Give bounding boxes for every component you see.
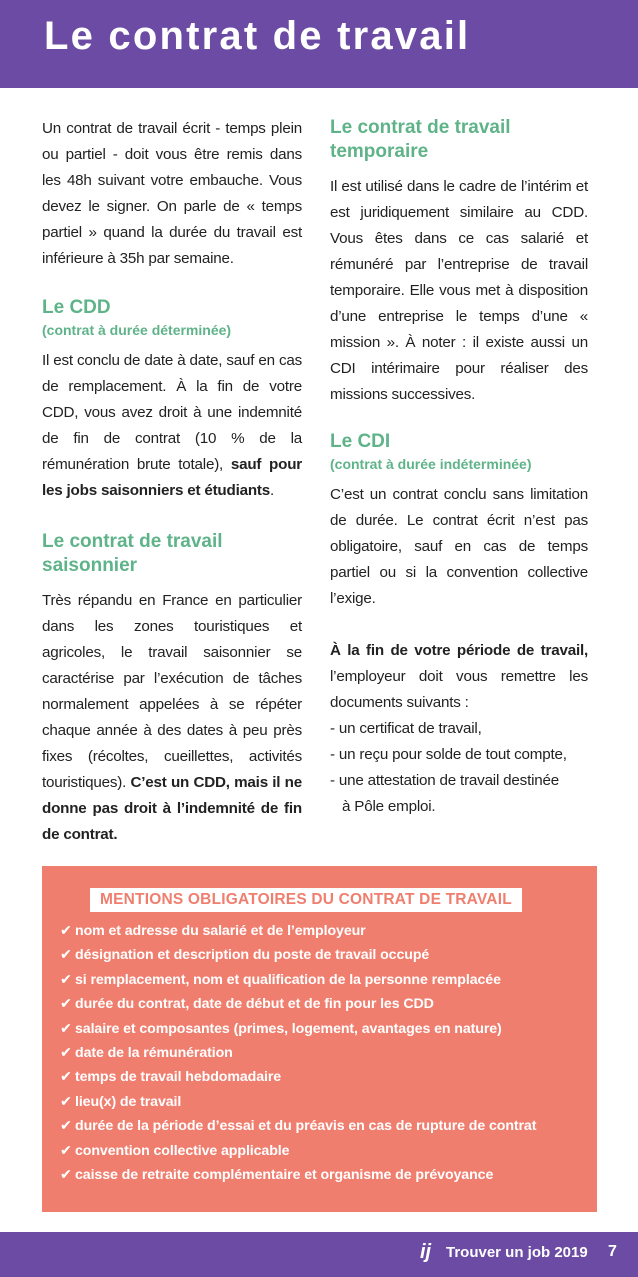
end-of-work-paragraph bbox=[330, 638, 588, 716]
check-icon: ✔ bbox=[60, 923, 72, 939]
cdi-paragraph: C’est un contrat conclu sans limitation de durée. Le contrat écrit n’est pas obligatoire, sauf en cas de temps partiel ou si la convention collective l’exige. bbox=[330, 486, 588, 607]
seasonal-heading: Le contrat de travail saisonnier bbox=[42, 531, 223, 576]
list-item: à Pôle emploi. bbox=[342, 798, 436, 815]
mention-text: nom et adresse du salarié et de l’employeur bbox=[75, 923, 366, 939]
check-icon: ✔ bbox=[60, 996, 72, 1013]
cdd-subheading: (contrat à durée déterminée) bbox=[42, 322, 232, 338]
cdd-end: . bbox=[270, 482, 275, 499]
cdd-paragraph bbox=[42, 348, 302, 504]
seasonal-bold-text: C’est un CDD, mais il ne donne pas droit à l’indemnité de fin de contrat. bbox=[42, 774, 302, 843]
check-icon: ✔ bbox=[60, 1020, 72, 1037]
seasonal-paragraph bbox=[42, 588, 302, 848]
list-item bbox=[60, 1017, 536, 1041]
right-column bbox=[330, 116, 588, 820]
cdd-heading: Le CDD bbox=[42, 297, 111, 318]
mention-text: convention collective applicable bbox=[75, 1142, 290, 1159]
cdd-text: Il est conclu de date à date, sauf en cas de remplacement. À la fin de votre CDD, vous avez droit à une indemnité de fin de contrat (10 % de la rémunération brute totale), bbox=[42, 352, 302, 473]
mention-text: salaire et composantes (primes, logement, avantages en nature) bbox=[75, 1020, 502, 1037]
check-icon: ✔ bbox=[60, 1093, 72, 1110]
page-title: Le contrat de travail bbox=[44, 14, 471, 58]
seasonal-text: Très répandu en France en particulier dans les zones touristiques et agricoles, le travail saisonnier se caractérise par l’exécution de tâches normalement appelées à se répéter chaque année à des dates à peu près fixes (récoltes, cueillettes, activités touristiques). bbox=[42, 592, 302, 791]
mention-text: lieu(x) de travail bbox=[75, 1093, 182, 1110]
mention-text: date de la rémunération bbox=[75, 1045, 233, 1062]
list-item: - une attestation de travail destinée bbox=[330, 772, 560, 789]
mention-text: durée du contrat, date de début et de fin pour les CDD bbox=[75, 996, 434, 1013]
list-item bbox=[60, 943, 536, 967]
list-item: - un certificat de travail, bbox=[330, 720, 482, 737]
list-item bbox=[60, 1114, 536, 1138]
check-icon: ✔ bbox=[60, 1142, 72, 1159]
box-title: MENTIONS OBLIGATOIRES DU CONTRAT DE TRAVAIL bbox=[90, 888, 522, 912]
check-icon: ✔ bbox=[60, 1167, 72, 1184]
page-number: 7 bbox=[608, 1243, 617, 1260]
list-item bbox=[60, 1090, 536, 1114]
cdi-subheading: (contrat à durée indéterminée) bbox=[330, 456, 532, 472]
list-item: - un reçu pour solde de tout compte, bbox=[330, 746, 567, 763]
ij-logo: ij bbox=[420, 1241, 432, 1263]
list-item bbox=[60, 1065, 536, 1089]
cdd-bold-text: sauf pour les jobs saisonniers et étudiants bbox=[42, 456, 302, 499]
mention-text: durée de la période d’essai et du préavis en cas de rupture de contrat bbox=[75, 1118, 537, 1135]
list-item bbox=[60, 1163, 536, 1187]
mention-text: temps de travail hebdomadaire bbox=[75, 1069, 282, 1086]
publication-title: Trouver un job 2019 bbox=[446, 1244, 588, 1261]
mention-text: caisse de retraite complémentaire et organisme de prévoyance bbox=[75, 1167, 494, 1184]
check-icon: ✔ bbox=[60, 1045, 72, 1062]
end-of-work-bold: À la fin de votre période de travail, bbox=[330, 642, 588, 659]
left-column bbox=[42, 116, 302, 848]
check-icon: ✔ bbox=[60, 947, 72, 964]
documents-list bbox=[330, 716, 588, 820]
end-of-work-text: l’employeur doit vous remettre les documents suivants : bbox=[330, 668, 588, 711]
list-item bbox=[60, 992, 536, 1016]
list-item bbox=[60, 1139, 536, 1163]
cdi-heading: Le CDI bbox=[330, 431, 391, 452]
list-item bbox=[60, 968, 536, 992]
page-footer bbox=[0, 1232, 638, 1277]
list-item bbox=[60, 919, 536, 943]
mention-text: si remplacement, nom et qualification de la personne remplacée bbox=[75, 971, 501, 988]
temporary-heading: Le contrat de travail temporaire bbox=[330, 117, 511, 162]
mentions-list bbox=[60, 919, 536, 1187]
page-header bbox=[0, 0, 638, 88]
check-icon: ✔ bbox=[60, 1118, 72, 1135]
check-icon: ✔ bbox=[60, 1069, 72, 1086]
mention-text: désignation et description du poste de travail occupé bbox=[75, 947, 430, 964]
list-item bbox=[60, 1041, 536, 1065]
temporary-paragraph: Il est utilisé dans le cadre de l’intérim et est juridiquement similaire au CDD. Vous êtes dans ce cas salarié et rémunéré par l’entreprise de travail temporaire. Elle vous met à disposition d’une entreprise le temps d’une « mission ». À noter : il existe aussi un CDI intérimaire pour réaliser des missions successives. bbox=[330, 178, 588, 403]
intro-paragraph: Un contrat de travail écrit - temps plein ou partiel - doit vous être remis dans les 48h suivant votre embauche. Vous devez le signer. On parle de « temps partiel » quand la durée du travail est inférieure à 35h par semaine. bbox=[42, 120, 302, 267]
check-icon: ✔ bbox=[60, 971, 72, 988]
mandatory-mentions-box bbox=[42, 866, 597, 1212]
